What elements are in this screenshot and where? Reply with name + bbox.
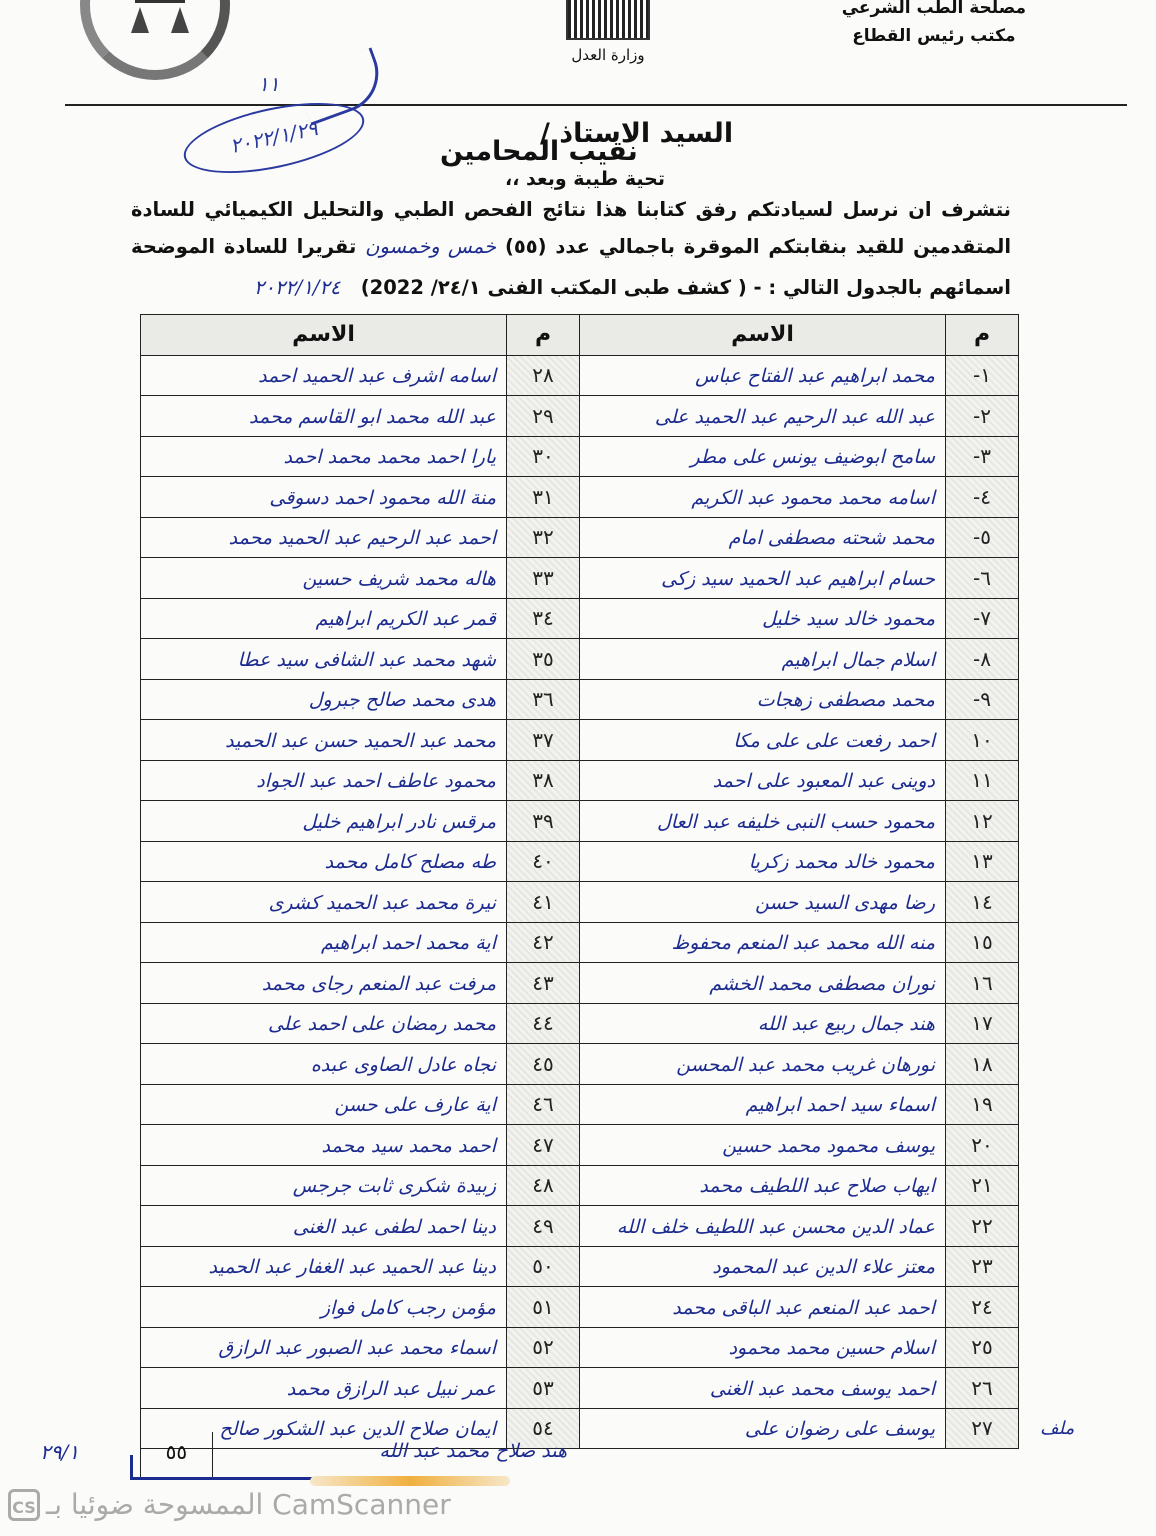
applicant-name-cell: [141, 963, 507, 1004]
applicant-name-cell: [141, 477, 507, 518]
camscanner-logo-icon: CS: [8, 1489, 40, 1521]
applicant-name: اسلام جمال ابراهيم: [781, 648, 935, 671]
letter-line-2-b: تقريرا للسادة الموضحة: [131, 235, 357, 258]
table-row: [141, 1165, 1019, 1206]
applicant-name: اسماء سيد احمد ابراهيم: [745, 1094, 935, 1117]
row-number: ٤٦: [507, 1084, 580, 1125]
row-number: ١٧: [946, 1003, 1019, 1044]
table-row: [141, 1003, 1019, 1044]
table-row: [141, 477, 1019, 518]
applicant-name: احمد رفعت على على مكا: [733, 729, 935, 752]
table-row: [141, 841, 1019, 882]
camscanner-watermark: [8, 1488, 451, 1521]
applicant-name: قمر عبد الكريم ابراهيم: [315, 608, 496, 631]
applicant-name: احمد عبد المنعم عبد الباقى محمد: [672, 1296, 935, 1319]
row-number: ٥٠: [507, 1246, 580, 1287]
table-row: [141, 1327, 1019, 1368]
row-number: ٢٤: [946, 1287, 1019, 1328]
table-row: [141, 1287, 1019, 1328]
row-number: ٣٣: [507, 558, 580, 599]
applicant-name: اسامه اشرف عبد الحميد احمد: [258, 365, 496, 388]
row-number: ٢٣: [946, 1246, 1019, 1287]
scales-of-justice-icon: [135, 0, 185, 43]
applicant-name: منة الله محمود احمد دسوقى: [269, 486, 496, 509]
applicant-name: اسامه محمد محمود عبد الكريم: [691, 486, 935, 509]
row-number: ١١: [946, 760, 1019, 801]
row-number: ٣٦: [507, 679, 580, 720]
applicant-name: محمود خالد سيد خليل: [762, 608, 935, 631]
table-row: [141, 963, 1019, 1004]
table-row: [141, 679, 1019, 720]
applicant-name: احمد عبد الرحيم عبد الحميد محمد: [228, 527, 496, 550]
applicant-name: يوسف على رضوان على: [744, 1418, 935, 1441]
applicant-name-cell: [580, 1165, 946, 1206]
table-row: [141, 720, 1019, 761]
applicant-name-cell: [141, 436, 507, 477]
row-number: ١٤: [946, 882, 1019, 923]
row-number: ٤٥: [507, 1044, 580, 1085]
applicant-name: محمود حسب النبى خليفه عبد العال: [656, 810, 935, 833]
applicant-name-cell: [580, 477, 946, 518]
applicant-name: منه الله محمد عبد المنعم محفوظ: [671, 932, 935, 955]
row-number: ٩-: [946, 679, 1019, 720]
addressee-title: السيد الاستاذ /: [540, 118, 734, 149]
applicant-name: عمر نبيل عبد الرازق محمد: [286, 1377, 496, 1400]
applicant-name-cell: [580, 1206, 946, 1247]
applicant-name: دينا احمد لطفى عبد الغنى: [292, 1215, 496, 1238]
applicant-name: محمود خالد محمد زكريا: [748, 851, 935, 874]
col-header-name: الاسم: [141, 315, 507, 356]
applicant-name: مرفت عبد المنعم رجاى محمد: [261, 972, 496, 995]
applicant-name-cell: [580, 760, 946, 801]
row-number: ٤٢: [507, 922, 580, 963]
applicant-name: محمد شحته مصطفى امام: [728, 527, 935, 550]
applicant-name-cell: [580, 598, 946, 639]
row-number: ١٠: [946, 720, 1019, 761]
applicant-name: ايهاب صلاح عبد اللطيف محمد: [699, 1175, 935, 1198]
col-header-name: الاسم: [580, 315, 946, 356]
col-header-num: م: [946, 315, 1019, 356]
applicant-name: نجاه عادل الصاوى عبده: [310, 1053, 496, 1076]
row-number: ٧-: [946, 598, 1019, 639]
row-number: ٢٧: [946, 1408, 1019, 1449]
table-row: [141, 396, 1019, 437]
row-number: ٣٨: [507, 760, 580, 801]
row-number: ٣٩: [507, 801, 580, 842]
row-number: ١٢: [946, 801, 1019, 842]
applicant-name-cell: [580, 1368, 946, 1409]
row-number: ٤١: [507, 882, 580, 923]
table-row: [141, 639, 1019, 680]
org-line-2: مكتب رئيس القطاع: [852, 26, 1016, 46]
applicant-name-cell: [580, 1327, 946, 1368]
applicant-name-cell: [141, 1287, 507, 1328]
row-number: ٥١: [507, 1287, 580, 1328]
table-row: [141, 760, 1019, 801]
row-number: ٥٢: [507, 1327, 580, 1368]
row-number: ٥٣: [507, 1368, 580, 1409]
applicant-name-cell: [580, 355, 946, 396]
applicant-name: دينا عبد الحميد عبد الغفار عبد الحميد: [208, 1256, 496, 1279]
table-row: [141, 1246, 1019, 1287]
row-number: ٥٥: [140, 1432, 213, 1477]
letter-line-2-a: المتقدمين للقيد بنقابتكم الموقرة باجمالي عدد (٥٥): [504, 235, 1012, 258]
applicant-name-cell: [141, 720, 507, 761]
row-number: ٦-: [946, 558, 1019, 599]
row-number: ٢٢: [946, 1206, 1019, 1247]
row-number: ٢٩: [507, 396, 580, 437]
applicant-name-cell: [141, 922, 507, 963]
row-number: ٢٨: [507, 355, 580, 396]
applicant-name-cell: [580, 841, 946, 882]
row-number: ٣٠: [507, 436, 580, 477]
applicant-name-cell: [580, 1287, 946, 1328]
applicant-name-cell: [580, 1084, 946, 1125]
applicant-name-cell: [141, 1125, 507, 1166]
row-number: ٤٤: [507, 1003, 580, 1044]
row-number: ١٦: [946, 963, 1019, 1004]
table-row: [141, 1125, 1019, 1166]
table-row: [141, 355, 1019, 396]
row-number: ٣٤: [507, 598, 580, 639]
table-row: [141, 882, 1019, 923]
applicant-name-cell: [580, 1044, 946, 1085]
applicant-name: مرقس نادر ابراهيم خليل: [302, 810, 496, 833]
applicant-name: يارا احمد محمد محمد احمد: [283, 446, 496, 469]
applicant-name-cell: [141, 598, 507, 639]
row-number: ٢٦: [946, 1368, 1019, 1409]
row-number: ٤٩: [507, 1206, 580, 1247]
row-number: ٣-: [946, 436, 1019, 477]
applicant-name: يوسف محمود محمد حسين: [722, 1134, 935, 1157]
table-row: [141, 1044, 1019, 1085]
row-number: ٢٥: [946, 1327, 1019, 1368]
applicant-name: سامح ابوضيف يونس على مطر: [690, 446, 935, 469]
applicant-name-cell: [141, 1368, 507, 1409]
applicant-name: احمد محمد سيد محمد: [321, 1134, 496, 1157]
row-number: ٣١: [507, 477, 580, 518]
letter-line-3-text: اسمائهم بالجدول التالي : - ( كشف طبى المكتب الفنى ٢٤/١/ 2022): [360, 276, 1011, 299]
side-note: ملف: [1040, 1418, 1075, 1439]
received-date-stamp: ٢٠٢٢/١/٢٩: [178, 90, 370, 187]
applicant-name: نورهان غريب محمد عبد المحسن: [676, 1053, 935, 1076]
applicant-name-cell: [141, 639, 507, 680]
row-number: ٣٥: [507, 639, 580, 680]
row-number: ٣٧: [507, 720, 580, 761]
applicant-name: محمد مصطفى زهجات: [756, 689, 935, 712]
applicant-name-cell: [580, 882, 946, 923]
row-number: ٢-: [946, 396, 1019, 437]
applicant-name: هند جمال ربيع عبد الله: [757, 1013, 935, 1036]
signature-number: ٢٩/١: [40, 1440, 79, 1464]
applicant-name-cell: [141, 1327, 507, 1368]
table-row: [141, 922, 1019, 963]
applicant-name: محمد ابراهيم عبد الفتاح عباس: [695, 365, 935, 388]
stamp-number: ١١: [258, 72, 280, 96]
table-row: [141, 517, 1019, 558]
applicant-name: محمد عبد الحميد حسن عبد الحميد: [225, 729, 496, 752]
applicant-name: حسام ابراهيم عبد الحميد سيد زكى: [661, 567, 935, 590]
applicant-name: زبيدة شكرى ثابت جرجس: [292, 1175, 496, 1198]
handwritten-date: ٢٠٢٢/١/٢٤: [253, 276, 341, 299]
applicant-name: معتز علاء الدين عبد المحمود: [712, 1256, 935, 1279]
applicant-name: احمد يوسف محمد عبد الغنى: [709, 1377, 935, 1400]
applicant-name-cell: [580, 517, 946, 558]
applicant-name-cell: [580, 396, 946, 437]
row-number: ٥-: [946, 517, 1019, 558]
handwritten-count: خمس وخمسون: [365, 235, 497, 258]
applicant-name-cell: [580, 436, 946, 477]
applicant-name-cell: [141, 558, 507, 599]
row-number: ٤٠: [507, 841, 580, 882]
ministry-name: وزارة العدل: [571, 46, 645, 64]
row-number: ١٣: [946, 841, 1019, 882]
addressee-name: نقيب المحامين: [440, 136, 638, 167]
row-number: ٤٧: [507, 1125, 580, 1166]
applicant-name: هاله محمد شريف حسين: [302, 567, 496, 590]
applicant-name-cell: [580, 558, 946, 599]
applicant-name-cell: [141, 679, 507, 720]
applicant-name: مؤمن رجب كامل فواز: [320, 1296, 496, 1319]
row-number: ٤-: [946, 477, 1019, 518]
applicant-name-cell: [141, 1044, 507, 1085]
applicant-name-cell: [580, 1246, 946, 1287]
table-row: [141, 1368, 1019, 1409]
applicant-name-cell: [141, 1206, 507, 1247]
applicant-name: طه مصلح كامل محمد: [324, 851, 496, 874]
table-row: [141, 558, 1019, 599]
applicant-name: عبد الله عبد الرحيم عبد الحميد على: [654, 405, 935, 428]
row-number: ٣٢: [507, 517, 580, 558]
applicant-name: اسماء محمد عبد الصبور عبد الرازق: [218, 1337, 496, 1360]
applicant-name-cell: [141, 517, 507, 558]
greeting: تحية طيبة وبعد ،،: [505, 168, 665, 190]
table-header-row: [141, 315, 1019, 356]
applicant-name: محمود عاطف احمد عبد الجواد: [256, 770, 496, 793]
row-number: ٤٨: [507, 1165, 580, 1206]
forensic-medicine-logo: [80, 0, 230, 80]
applicant-name: نيرة محمد عبد الحميد كشرى: [268, 891, 496, 914]
applicant-name-cell: [580, 1003, 946, 1044]
org-header: [842, 0, 1026, 50]
ministry-emblem: [548, 0, 668, 64]
row-number: ١٥: [946, 922, 1019, 963]
table-row: [141, 598, 1019, 639]
applicant-name: عماد الدين محسن عبد اللطيف خلف الله: [616, 1215, 935, 1238]
table-row: [141, 801, 1019, 842]
applicant-name: رضا مهدى السيد حسن: [755, 891, 935, 914]
applicant-name: اية عارف على حسن: [334, 1094, 496, 1117]
letter-line-3: [131, 276, 1011, 300]
applicant-name: شهد محمد عبد الشافى سيد عطا: [237, 648, 496, 671]
row-number: ٥٤: [507, 1408, 580, 1449]
paper-stain: [310, 1476, 510, 1486]
applicant-name-cell: [580, 801, 946, 842]
applicant-name: دوينى عبد المعبود على احمد: [712, 770, 935, 793]
row-number: ٨-: [946, 639, 1019, 680]
header-divider: [65, 104, 1127, 106]
applicant-name-cell: [141, 882, 507, 923]
applicant-name-cell: [141, 841, 507, 882]
letter-line-2: [131, 235, 1011, 259]
applicants-table: [140, 314, 1019, 1449]
applicant-name-cell: [580, 679, 946, 720]
applicant-name-cell: [141, 760, 507, 801]
table-row: [141, 1084, 1019, 1125]
applicant-name: هدى محمد صالح جبرول: [308, 689, 496, 712]
applicant-name-cell: [580, 1408, 946, 1449]
row-number: ١-: [946, 355, 1019, 396]
applicant-name-cell: [580, 963, 946, 1004]
applicant-name-cell: [141, 1165, 507, 1206]
applicant-name-cell: [580, 1125, 946, 1166]
applicant-name: عبد الله محمد ابو القاسم محمد: [249, 405, 496, 428]
applicant-name-cell: [580, 922, 946, 963]
row-number: ١٨: [946, 1044, 1019, 1085]
table-row: [141, 1206, 1019, 1247]
applicant-name-cell: [141, 1084, 507, 1125]
applicant-name-cell: [141, 355, 507, 396]
applicant-name: ايمان صلاح الدين عبد الشكور صالح: [219, 1418, 496, 1441]
applicant-name: اسلام حسين محمد محمود: [728, 1337, 935, 1360]
table-row: [141, 436, 1019, 477]
watermark-text: الممسوحة ضوئيا بـ CamScanner: [46, 1488, 451, 1521]
row-number: ٤٣: [507, 963, 580, 1004]
eagle-emblem-icon: [566, 0, 650, 40]
applicant-name: اية محمد احمد ابراهيم: [321, 932, 496, 955]
applicant-name-cell: [141, 801, 507, 842]
applicant-name-cell: [580, 720, 946, 761]
applicant-name-cell: [141, 1246, 507, 1287]
row-number: ٢٠: [946, 1125, 1019, 1166]
org-line-1: مصلحة الطب الشرعي: [841, 0, 1026, 18]
applicant-name-cell: [580, 639, 946, 680]
col-header-num: م: [507, 315, 580, 356]
applicant-name: هند صلاح محمد عبد الله: [379, 1440, 567, 1462]
letter-line-1: نتشرف ان نرسل لسيادتكم رفق كتابنا هذا نتائج الفحص الطبي والتحليل الكيميائي للسادة: [131, 198, 1011, 221]
applicant-name-cell: [141, 396, 507, 437]
row-number: ٢١: [946, 1165, 1019, 1206]
applicant-name: نوران مصطفى محمد الخشم: [709, 972, 935, 995]
row-number: ١٩: [946, 1084, 1019, 1125]
applicant-name: محمد رمضان على احمد على: [267, 1013, 496, 1036]
applicant-name-cell: [141, 1003, 507, 1044]
